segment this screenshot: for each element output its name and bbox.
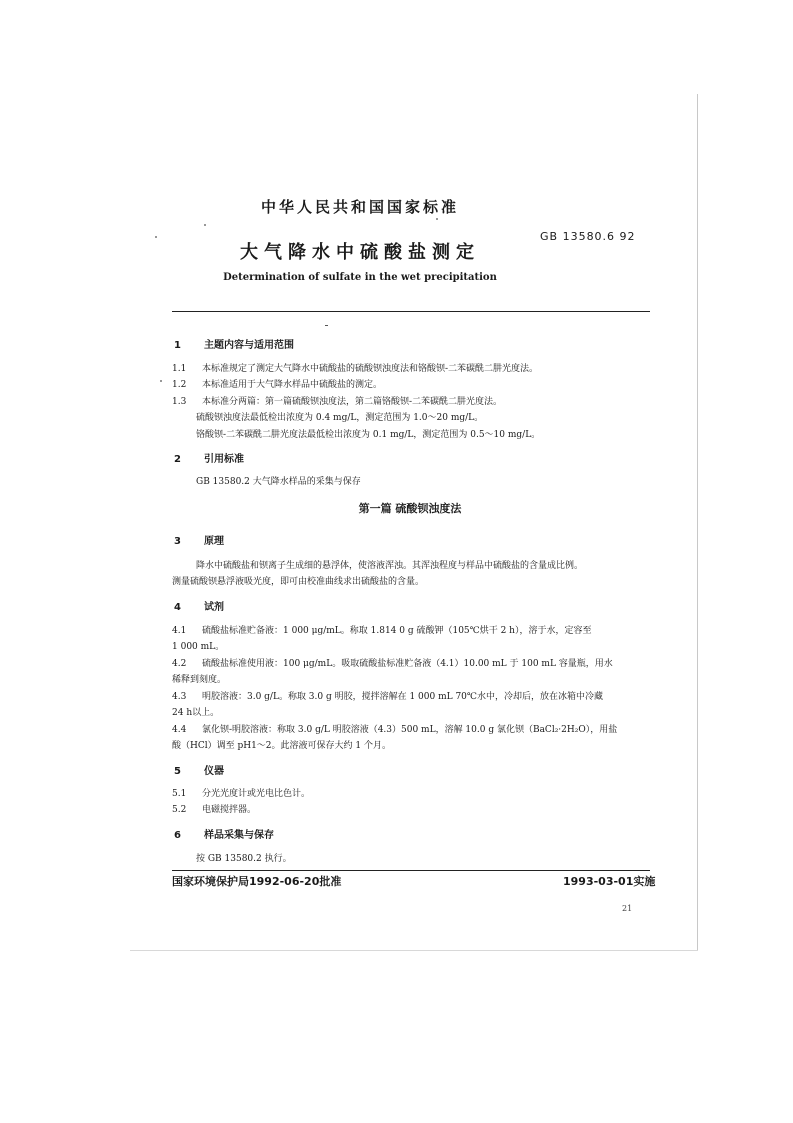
principle-line-2: 测量硫酸钡悬浮液吸光度，即可由校准曲线求出硫酸盐的含量。 bbox=[172, 577, 425, 587]
section-4-heading: 4 试剂 bbox=[174, 602, 224, 613]
reagent-4-2-cont: 稀释到刻度。 bbox=[172, 675, 227, 685]
standard-number: GB 13580.6 92 bbox=[540, 230, 636, 243]
clause-1-2: 1.2 本标准适用于大气降水样品中硫酸盐的测定。 bbox=[172, 380, 383, 390]
page-number: 21 bbox=[622, 904, 633, 913]
reagent-4-3: 4.3 明胶溶液：3.0 g/L。称取 3.0 g 明胶，搅拌溶解在 1 000 mL 70℃水中，冷却后，放在冰箱中冷藏 bbox=[172, 692, 603, 702]
clause-1-3-line-2: 硫酸钡浊度法最低检出浓度为 0.4 mg/L，测定范围为 1.0～20 mg/L。 bbox=[196, 413, 484, 423]
scan-speck bbox=[160, 380, 162, 382]
issuing-body: 中华人民共和国国家标准 bbox=[260, 198, 459, 216]
part-1-title: 第一篇 硫酸钡浊度法 bbox=[358, 502, 462, 515]
section-1-heading: 1 主题内容与适用范围 bbox=[174, 340, 294, 351]
scan-speck bbox=[204, 224, 206, 226]
scan-speck bbox=[436, 218, 438, 220]
effective-date: 1993-03-01实施 bbox=[563, 875, 656, 888]
principle-line-1: 降水中硫酸盐和钡离子生成细的悬浮体，使溶液浑浊。其浑浊程度与样品中硫酸盐的含量成比例。 bbox=[196, 561, 584, 571]
reagent-4-1-cont: 1 000 mL。 bbox=[172, 642, 225, 652]
clause-1-1: 1.1 本标准规定了测定大气降水中硫酸盐的硫酸钡浊度法和铬酸钡-二苯碳酰二肼光度法。 bbox=[172, 364, 539, 374]
scan-page-edge-bottom bbox=[130, 950, 698, 951]
apparatus-5-2: 5.2 电磁搅拌器。 bbox=[172, 805, 257, 815]
section-3-heading: 3 原理 bbox=[174, 536, 224, 547]
document-title-english: Determination of sulfate in the wet precipitation bbox=[223, 272, 497, 283]
scan-tick-mark bbox=[325, 325, 328, 326]
reagent-4-1: 4.1 硫酸盐标准贮备液：1 000 μg/mL。称取 1.814 0 g 硫酸钾（105℃烘干 2 h），溶于水，定容至 bbox=[172, 626, 592, 636]
clause-1-3-line-3: 铬酸钡-二苯碳酰二肼光度法最低检出浓度为 0.1 mg/L，测定范围为 0.5～10 mg/L。 bbox=[196, 430, 541, 440]
reagent-4-3-cont: 24 h以上。 bbox=[172, 708, 220, 718]
reagent-4-4-cont: 酸（HCl）调至 pH1～2。此溶液可保存大约 1 个月。 bbox=[172, 741, 391, 751]
section-5-heading: 5 仪器 bbox=[174, 766, 224, 777]
reagent-4-4: 4.4 氯化钡-明胶溶液：称取 3.0 g/L 明胶溶液（4.3）500 mL，溶解 10.0 g 氯化钡（BaCl₂·2H₂O），用盐 bbox=[172, 725, 618, 735]
approval-date: 国家环境保护局1992-06-20批准 bbox=[172, 875, 342, 888]
footer-rule bbox=[172, 870, 650, 871]
header-rule bbox=[172, 311, 650, 312]
clause-1-3: 1.3 本标准分两篇：第一篇硫酸钡浊度法，第二篇铬酸钡-二苯碳酰二肼光度法。 bbox=[172, 397, 503, 407]
referenced-standard: GB 13580.2 大气降水样品的采集与保存 bbox=[196, 477, 361, 487]
apparatus-5-1: 5.1 分光光度计或光电比色计。 bbox=[172, 789, 311, 799]
document-title: 大气降水中硫酸盐测定 bbox=[240, 242, 480, 263]
reagent-4-2: 4.2 硫酸盐标准使用液：100 μg/mL。吸取硫酸盐标准贮备液（4.1）10.00 mL 于 100 mL 容量瓶，用水 bbox=[172, 659, 613, 669]
section-6-heading: 6 样品采集与保存 bbox=[174, 830, 274, 841]
sampling-text: 按 GB 13580.2 执行。 bbox=[196, 854, 292, 864]
scan-page-edge-right bbox=[697, 94, 698, 950]
section-2-heading: 2 引用标准 bbox=[174, 454, 244, 465]
